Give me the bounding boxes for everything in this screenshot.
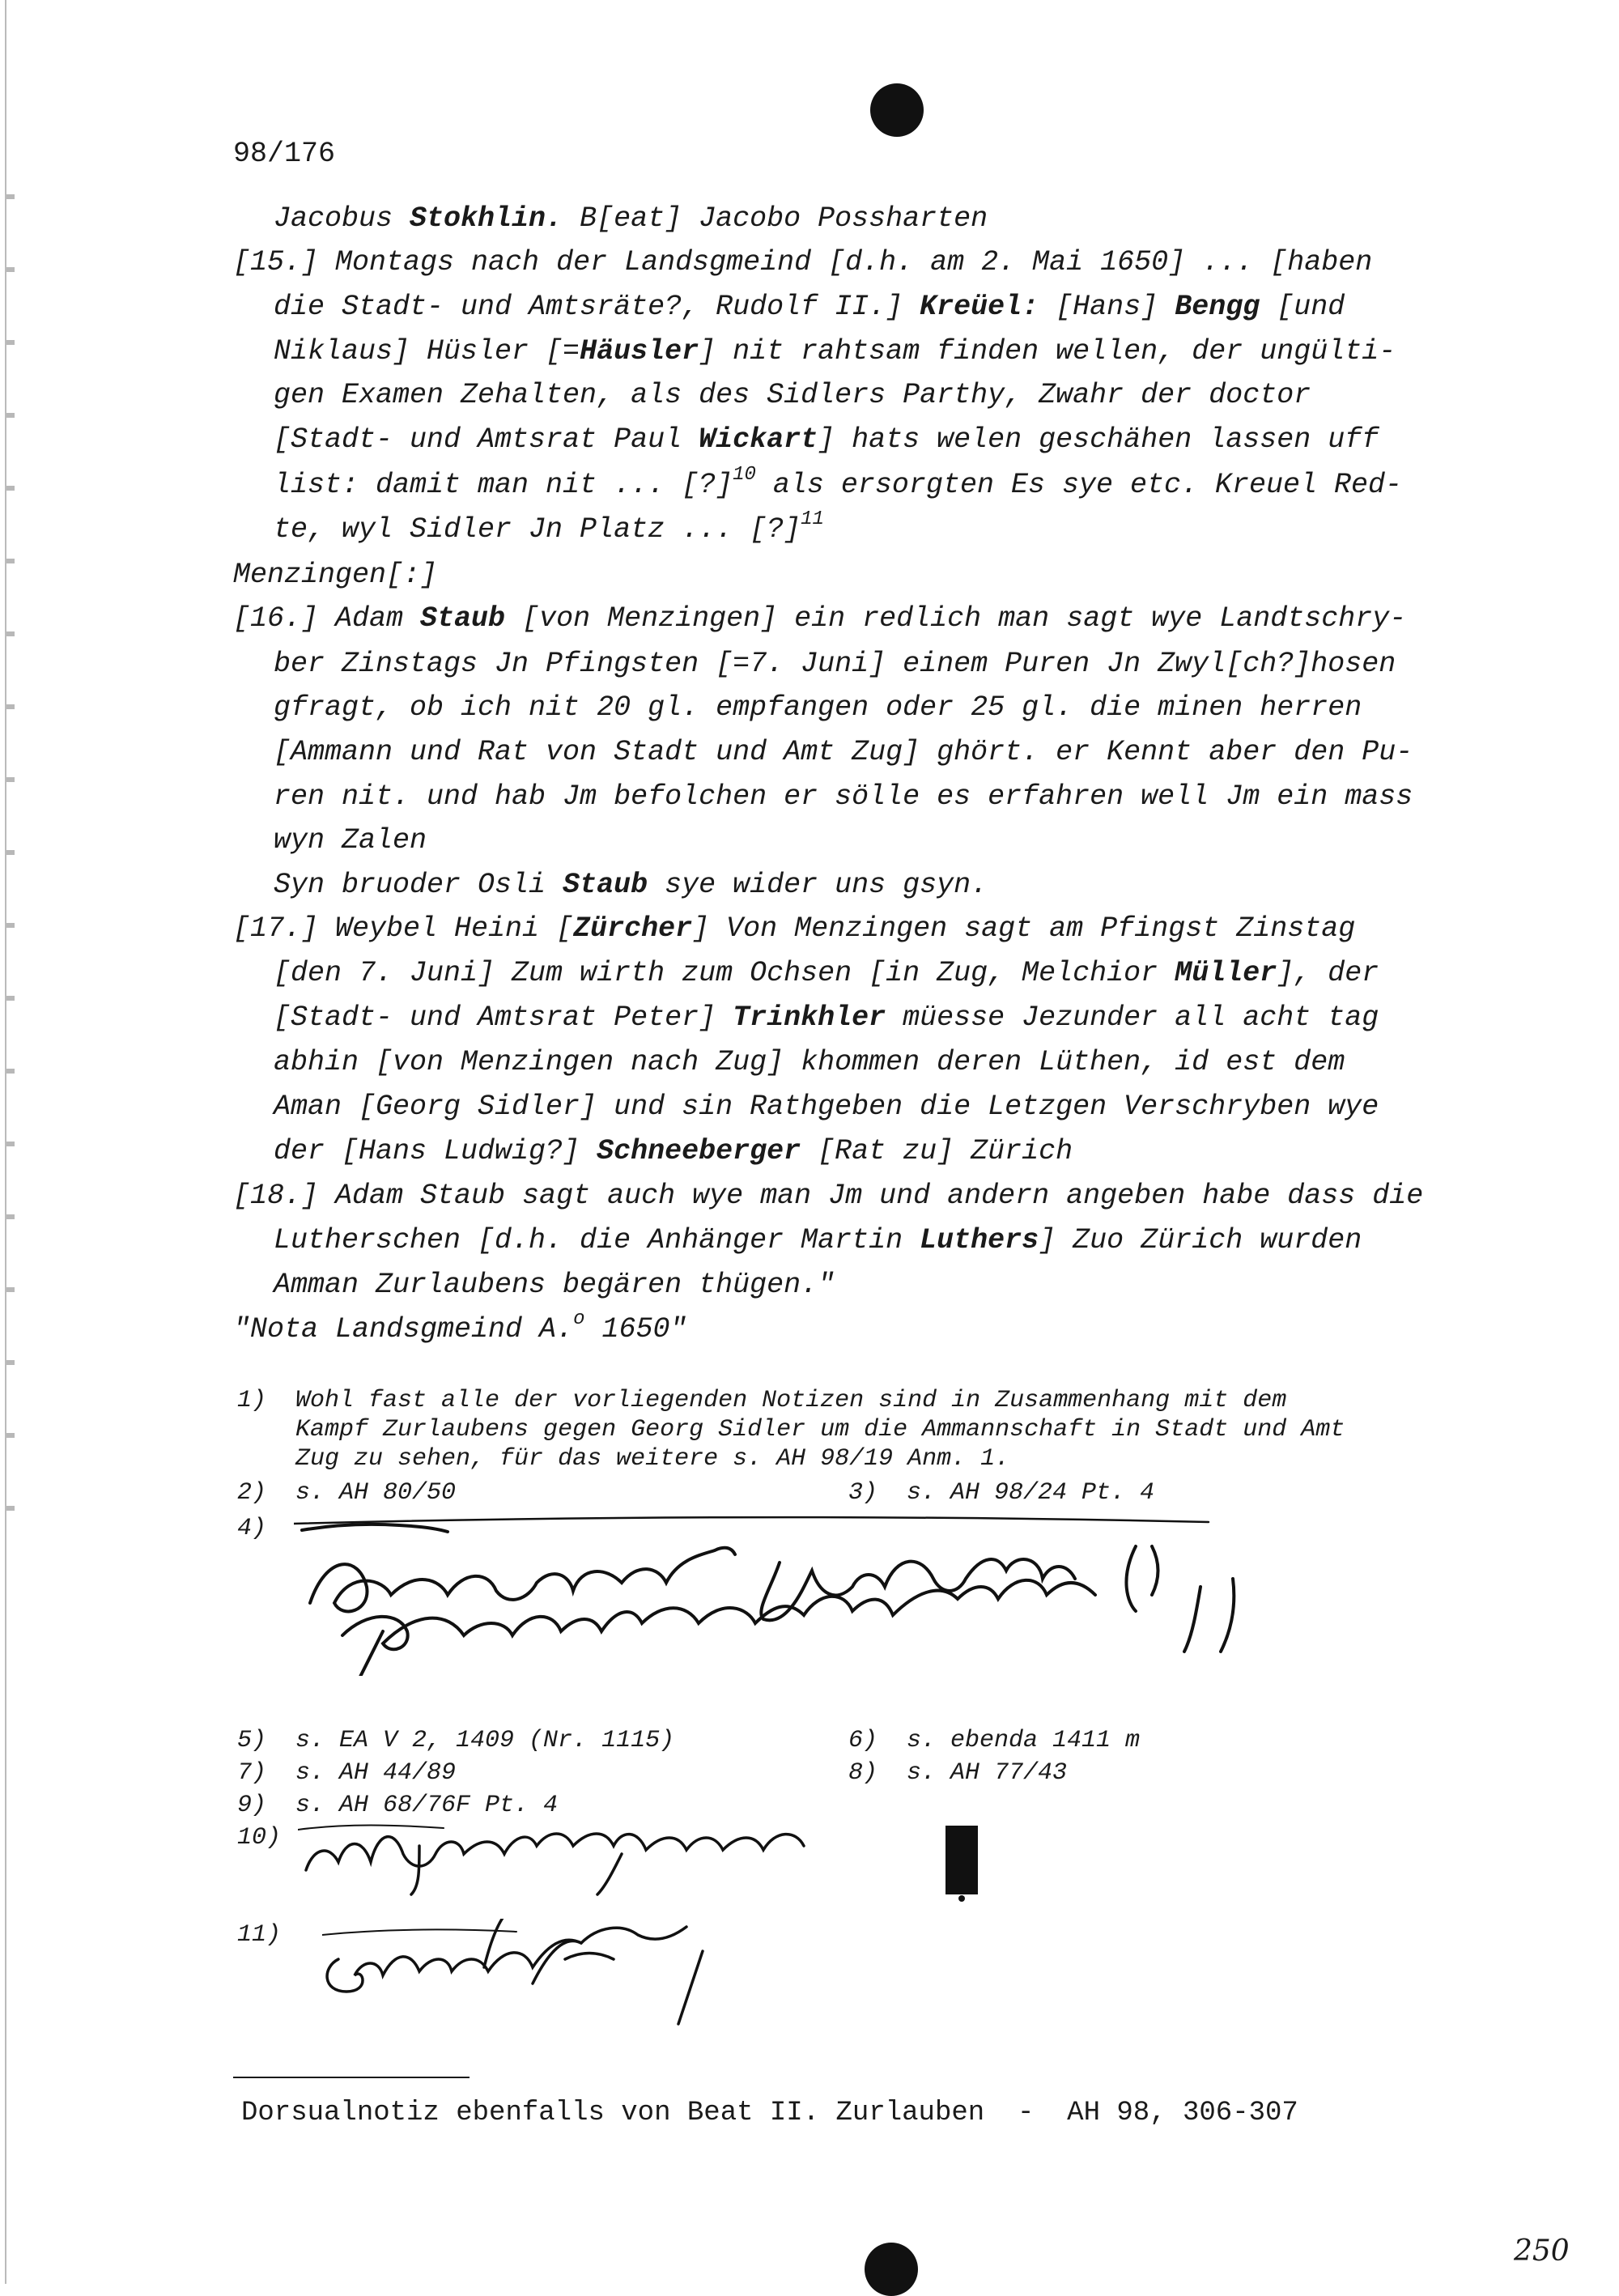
text-segment: Lutherschen [d.h. die Anhänger Martin [274,1224,920,1256]
body-line-25 [274,1269,835,1301]
text-segment: Amman Zurlaubens begären thügen." [274,1269,835,1301]
body-line-24 [274,1224,1362,1256]
text-segment: [16.] Adam [233,602,421,635]
body-line-26 [233,1308,687,1346]
text-segment: abhin [von Menzingen nach Zug] khommen deren Lüthen, id est dem [274,1046,1345,1078]
text-segment: [den 7. Juni] Zum wirth zum Ochsen [in Zug, Melchior [274,957,1175,989]
bold-name: Kreüel: [920,291,1039,323]
body-line-5 [274,379,1311,411]
body-line-19 [274,1001,1379,1034]
body-line-3 [274,291,1345,323]
text-segment: [17.] Weybel Heini [ [233,912,574,945]
body-line-1 [274,202,988,235]
text-segment: [Hans] [1039,291,1175,323]
footnote-ref: 11 [801,508,824,530]
bold-name: Staub [420,602,506,635]
body-line-7 [274,464,1403,501]
footnote-1-line-3: Zug zu sehen, für das weitere s. AH 98/19 Anm. 1. [237,1445,1010,1473]
body-line-11 [274,648,1396,680]
footnote-5: 5) s. EA V 2, 1409 (Nr. 1115) [237,1727,675,1754]
text-segment: 1650" [584,1313,687,1346]
footnote-3: 3) s. AH 98/24 Pt. 4 [848,1479,1155,1507]
footnote-6: 6) s. ebenda 1411 m [848,1727,1141,1754]
footnote-10-label: 10) [237,1824,282,1852]
document-id: 98/176 [233,138,336,170]
page-number: 250 [1514,2234,1570,2268]
body-line-18 [274,957,1379,989]
text-segment: [18.] Adam Staub sagt auch wye man Jm und andern angeben habe dass die [233,1180,1424,1212]
footnote-2: 2) s. AH 80/50 [237,1479,457,1507]
bold-name: Trinkhler [733,1001,886,1034]
text-segment: Menzingen[:] [233,559,438,591]
body-line-14 [274,780,1413,813]
bold-name: Luthers [920,1224,1039,1256]
body-line-10 [233,602,1406,635]
body-line-21 [274,1091,1379,1123]
text-segment: gen Examen Zehalten, als des Sidlers Parthy, Zwahr der doctor [274,379,1311,411]
footnote-1-line-2: Kampf Zurlaubens gegen Georg Sidler um die Ammannschaft in Stadt und Amt [237,1416,1345,1444]
body-line-15 [274,824,427,857]
footer-note: Dorsualnotiz ebenfalls von Beat II. Zurlauben - AH 98, 306-307 [241,2098,1298,2128]
bold-name: Stokhlin. [410,202,563,235]
body-line-17 [233,912,1355,945]
text-segment: list: damit man nit ... [?] [274,469,733,501]
footnote-8: 8) s. AH 77/43 [848,1759,1068,1787]
text-segment: Niklaus] Hüsler [= [274,335,580,368]
text-segment: [von Menzingen] ein redlich man sagt wye Landtschry- [505,602,1407,635]
text-segment: ] Zuo Zürich wurden [1039,1224,1362,1256]
body-line-4 [274,335,1396,368]
footnote-1-line-1: 1) Wohl fast alle der vorliegenden Notizen sind in Zusammenhang mit dem [237,1387,1287,1414]
body-line-22 [274,1135,1073,1167]
body-line-2 [233,246,1372,278]
text-segment: [Stadt- und Amtsrat Peter] [274,1001,733,1034]
body-line-6 [274,423,1379,456]
footnote-ref: 10 [733,464,756,486]
bold-name: Wickart [699,423,818,456]
text-segment: ] hats welen geschähen lassen uff [818,423,1379,456]
text-segment: [15.] Montags nach der Landsgmeind [d.h. am 2. Mai 1650] ... [haben [233,246,1373,278]
handwritten-excerpt-11 [322,1919,776,2032]
punch-hole-top [870,83,924,137]
handwritten-excerpt-4 [294,1514,1508,1676]
text-segment: die Stadt- und Amtsräte?, Rudolf II.] [274,291,920,323]
text-segment: wyn Zalen [274,824,427,857]
text-segment: "Nota Landsgmeind A. [233,1313,574,1346]
text-segment: [Stadt- und Amtsrat Paul [274,423,699,456]
text-segment: sye wider uns gsyn. [648,869,988,901]
body-line-9 [233,559,437,591]
footnote-11-label: 11) [237,1921,282,1949]
text-segment: [Rat zu] Zürich [801,1135,1073,1167]
footnote-7: 7) s. AH 44/89 [237,1759,457,1787]
text-segment: Jacobus [274,202,410,235]
text-segment: als ersorgten Es sye etc. Kreuel Red- [755,469,1403,501]
body-line-20 [274,1046,1345,1078]
text-segment: der [Hans Ludwig?] [274,1135,597,1167]
text-segment: B[eat] Jacobo Possharten [563,202,988,235]
scan-edge-marks [6,162,15,1538]
footer-rule [233,2077,470,2078]
text-segment: [Ammann und Rat von Stadt und Amt Zug] ghört. er Kennt aber den Pu- [274,736,1413,768]
body-line-16 [274,869,988,901]
text-segment: [und [1260,291,1345,323]
footnote-4-label: 4) [237,1515,267,1542]
footnote-ref: o [573,1308,585,1330]
footnote-9: 9) s. AH 68/76F Pt. 4 [237,1792,559,1819]
text-segment: ren nit. und hab Jm befolchen er sölle es erfahren well Jm ein mass [274,780,1413,813]
bold-name: Staub [563,869,648,901]
text-segment: Aman [Georg Sidler] und sin Rathgeben die Letzgen Verschryben wye [274,1091,1379,1123]
text-segment: ], der [1277,957,1379,989]
bold-name: Schneeberger [597,1135,801,1167]
bold-name: Häusler [580,335,699,368]
text-segment: te, wyl Sidler Jn Platz ... [?] [274,513,801,546]
bold-name: Müller [1175,957,1277,989]
text-segment: ] Von Menzingen sagt am Pfingst Zinstag [692,912,1356,945]
body-line-23 [233,1180,1423,1212]
body-line-13 [274,736,1413,768]
punch-hole-bottom [865,2243,918,2296]
text-segment: ber Zinstags Jn Pfingsten [=7. Juni] einem Puren Jn Zwyl[ch?]hosen [274,648,1396,680]
bold-name: Zürcher [573,912,693,945]
handwritten-excerpt-10 [298,1822,994,1903]
body-line-12 [274,691,1362,724]
bold-name: Bengg [1175,291,1260,323]
text-segment: müesse Jezunder all acht tag [886,1001,1379,1034]
text-segment: Syn bruoder Osli [274,869,563,901]
text-segment: gfragt, ob ich nit 20 gl. empfangen oder 25 gl. die minen herren [274,691,1362,724]
text-segment: ] nit rahtsam finden wellen, der ungülti- [699,335,1396,368]
body-line-8 [274,508,824,546]
